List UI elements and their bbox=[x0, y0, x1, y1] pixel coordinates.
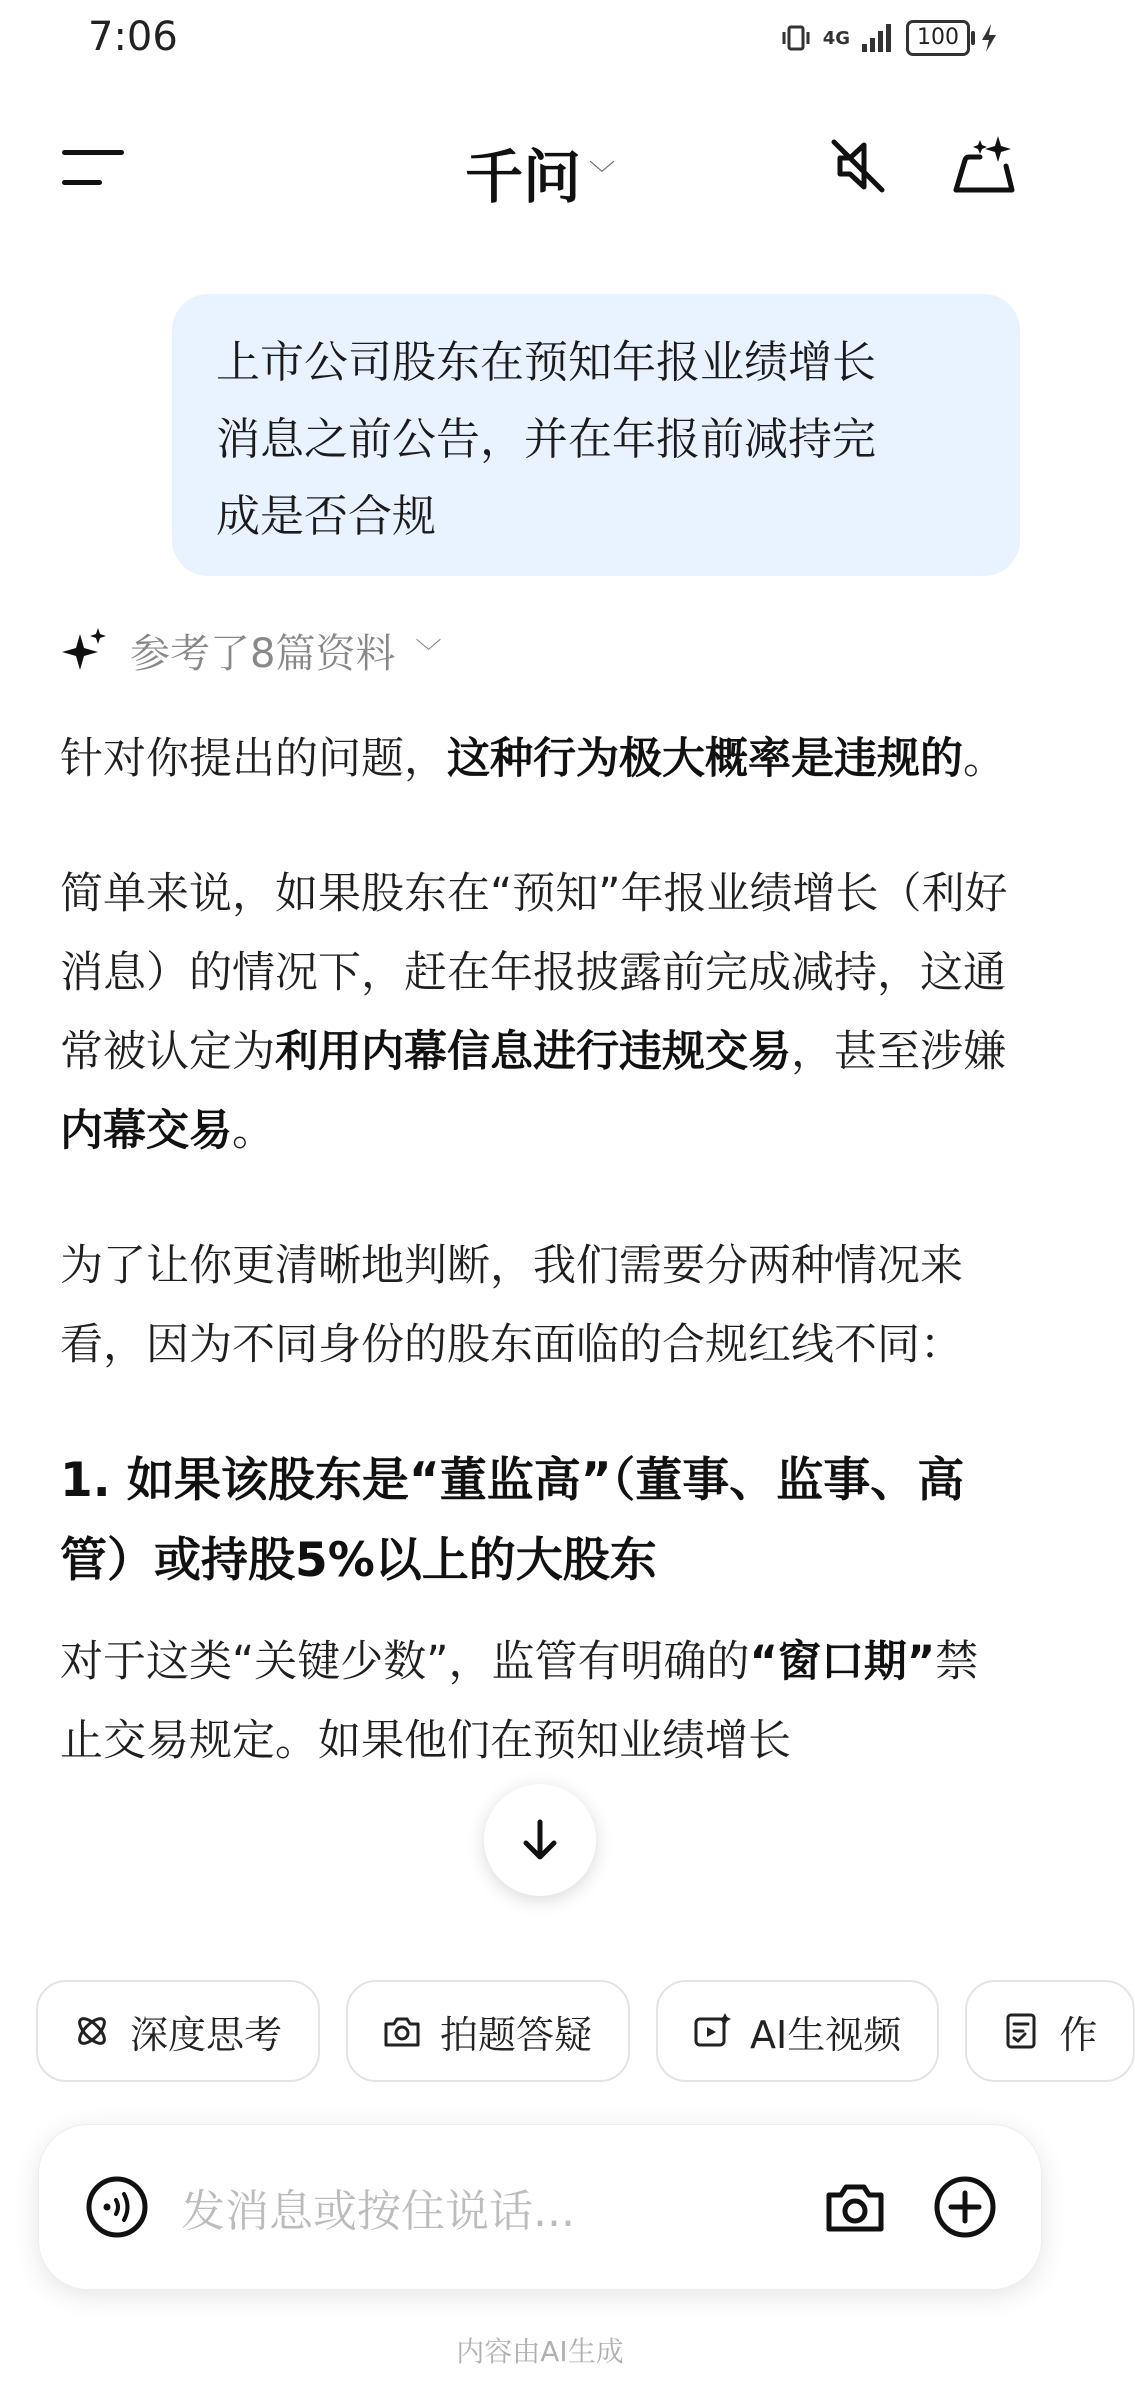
answer-heading: 1. 如果该股东是“董监高”（董事、监事、高管）或持股5%以上的大股东 bbox=[60, 1453, 965, 1588]
camera-button[interactable] bbox=[823, 2175, 887, 2239]
chip-label: 拍题答疑 bbox=[440, 2012, 593, 2057]
mute-icon bbox=[818, 126, 898, 206]
answer-paragraph: 为了让你更清晰地判断，我们需要分两种情况来看，因为不同身份的股东面临的合规红线不同： bbox=[60, 1241, 963, 1370]
answer-text: ，甚至涉嫌 bbox=[791, 1027, 1006, 1077]
chevron-down-icon: ﹀ bbox=[589, 159, 616, 190]
references-toggle[interactable] bbox=[60, 622, 441, 679]
answer-bold: 这种行为极大概率是违规的 bbox=[447, 734, 963, 784]
answer-text: 针对你提出的问题， bbox=[60, 734, 447, 784]
user-message-line: 成是否合规 bbox=[216, 491, 436, 542]
answer-paragraph bbox=[60, 1623, 1020, 1781]
quick-action-chips bbox=[36, 1980, 1135, 2082]
chevron-down-icon: ﹀ bbox=[415, 638, 442, 668]
sparkle-icon bbox=[60, 626, 110, 676]
signal-icon bbox=[860, 22, 896, 54]
new-chat-icon bbox=[944, 126, 1024, 206]
chip-writing[interactable] bbox=[965, 1980, 1135, 2082]
answer-text: 。 bbox=[232, 1106, 275, 1156]
chip-label: AI生视频 bbox=[750, 2012, 902, 2057]
deep-think-icon bbox=[72, 2011, 112, 2051]
answer-bold: 利用内幕信息进行违规交易 bbox=[275, 1027, 791, 1077]
answer-bold: 内幕交易 bbox=[60, 1106, 232, 1156]
scroll-to-bottom-button[interactable] bbox=[484, 1784, 596, 1896]
voice-button[interactable] bbox=[85, 2175, 149, 2239]
chip-label: 作 bbox=[1059, 2012, 1098, 2057]
user-message-line: 上市公司股东在预知年报业绩增长 bbox=[216, 337, 876, 388]
ai-video-icon bbox=[692, 2011, 732, 2051]
answer-text: 简单来说，如果股东在“预知”年报业绩增长（利好消息）的情况下，赶在年报披露前完成减持，这通常被认定为 bbox=[60, 869, 1008, 1077]
mute-button[interactable] bbox=[818, 126, 898, 206]
answer-text: 。 bbox=[963, 734, 1006, 784]
answer-paragraph bbox=[60, 720, 1020, 799]
chip-photo-question[interactable] bbox=[346, 1980, 630, 2082]
user-message-line: 消息之前公告，并在年报前减持完 bbox=[216, 414, 876, 465]
chip-deep-think[interactable] bbox=[36, 1980, 320, 2082]
answer-text: 对于这类“关键少数”，监管有明确的 bbox=[60, 1637, 750, 1687]
battery-indicator: 100 bbox=[906, 20, 970, 56]
model-selector[interactable] bbox=[0, 130, 1080, 214]
app-title: 千问 bbox=[464, 143, 581, 211]
ai-disclaimer: 内容由AI生成 bbox=[456, 2335, 624, 2368]
add-button[interactable] bbox=[933, 2175, 997, 2239]
document-icon bbox=[1001, 2011, 1041, 2051]
status-time: 7:06 bbox=[88, 14, 178, 60]
answer-paragraph bbox=[60, 855, 1020, 1171]
vibrate-icon bbox=[779, 21, 813, 55]
arrow-down-icon bbox=[516, 1816, 564, 1864]
camera-question-icon bbox=[382, 2011, 422, 2051]
charging-icon bbox=[980, 23, 998, 53]
status-indicators bbox=[779, 20, 998, 56]
references-label: 参考了8篇资料 bbox=[130, 631, 396, 677]
chip-ai-video[interactable] bbox=[656, 1980, 939, 2082]
answer-bold: “窗口期” bbox=[749, 1637, 936, 1687]
network-type: 4G bbox=[822, 27, 850, 49]
message-input[interactable]: 发消息或按住说话... bbox=[181, 2186, 575, 2237]
plus-circle-icon bbox=[933, 2175, 997, 2239]
assistant-answer bbox=[60, 720, 1020, 1940]
message-input-bar bbox=[38, 2124, 1042, 2290]
voice-wave-icon bbox=[85, 2175, 149, 2239]
new-chat-button[interactable] bbox=[944, 126, 1024, 206]
user-message-bubble[interactable] bbox=[172, 294, 1020, 576]
camera-icon bbox=[823, 2175, 887, 2239]
chip-label: 深度思考 bbox=[130, 2012, 283, 2057]
answer-text: 禁止交易规定。如果他们在预知业绩增长 bbox=[60, 1637, 979, 1766]
